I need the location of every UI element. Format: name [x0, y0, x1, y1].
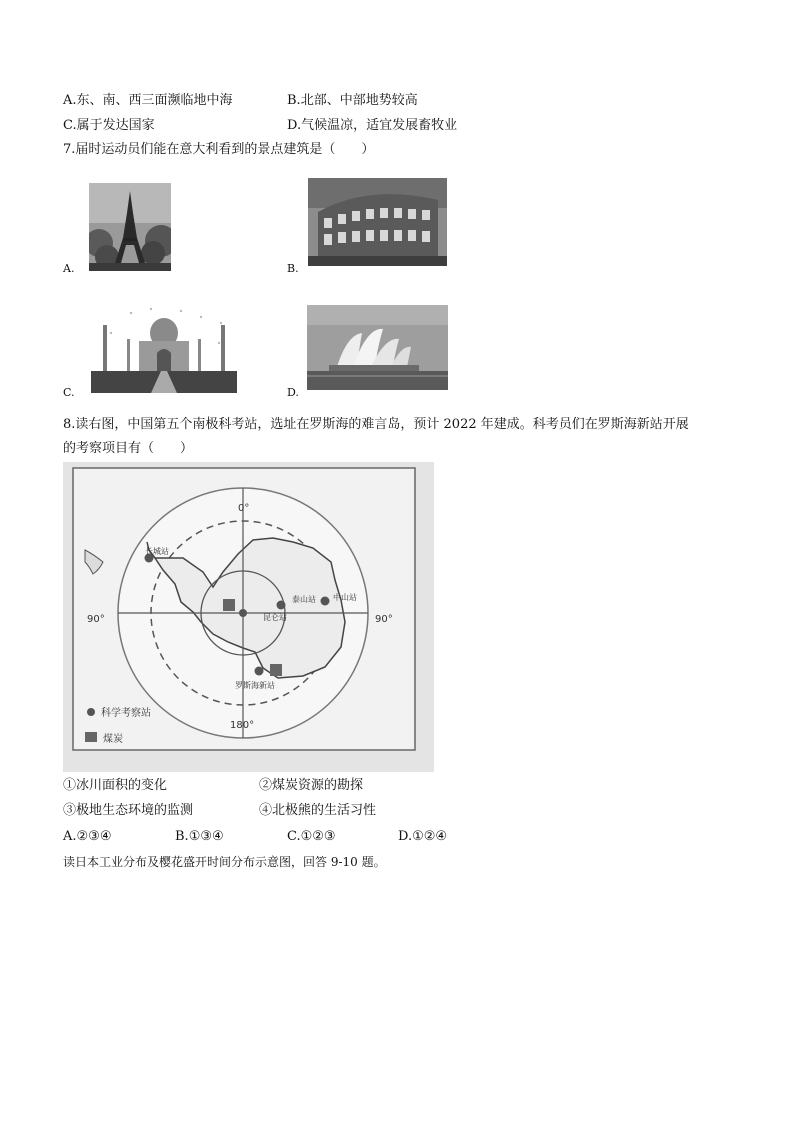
q8-item-4: ④北极熊的生活习性 [259, 803, 377, 818]
option-text: 北部、中部地势较高 [300, 93, 418, 108]
q8-choice-c [287, 828, 336, 846]
option-letter: C. [63, 118, 77, 133]
q8-choice-a [63, 828, 112, 846]
station-taishan-label: 泰山站 [292, 595, 316, 604]
q7-option-d-letter: D. [287, 386, 299, 399]
q8-choice-b [175, 828, 224, 846]
legend-station-dot [87, 708, 95, 716]
option-text: 东、南、西三面濒临地中海 [76, 93, 233, 108]
q8-choice-d [398, 828, 447, 846]
choice-letter: C. [287, 829, 301, 844]
station-zhongshan-label: 中山站 [333, 593, 357, 602]
q6-option-c [63, 117, 155, 135]
q7-option-c-letter: C. [63, 386, 75, 399]
option-letter: B. [287, 93, 301, 108]
q8-item-1: ①冰川面积的变化 [63, 778, 168, 793]
q8-stem-line1: 8.读右图，中国第五个南极科考站，选址在罗斯海的难言岛，预计 2022 年建成。科考员们在罗斯海新站开展 [63, 417, 689, 432]
station-dot [255, 667, 264, 676]
lon-right-label: 90° [375, 614, 393, 625]
choice-text: ①③④ [188, 829, 224, 844]
coal-marker [223, 599, 235, 611]
coal-marker [270, 664, 282, 676]
q7-option-a-letter: A. [63, 262, 75, 275]
choice-letter: D. [398, 829, 413, 844]
legend-station-label: 科学考察站 [101, 708, 151, 719]
choice-text: ②③④ [76, 829, 112, 844]
q6-option-d [287, 117, 457, 135]
colosseum-photo [308, 178, 447, 266]
eiffel-tower-photo [89, 183, 171, 271]
q6-option-a [63, 92, 233, 110]
legend-coal-label: 煤炭 [103, 734, 123, 745]
station-kunlun-label: 昆仑站 [263, 613, 287, 622]
option-text: 属于发达国家 [76, 118, 155, 133]
taj-mahal-photo [91, 303, 237, 393]
lon-bottom-label: 180° [230, 720, 255, 731]
q7-option-b-letter: B. [287, 262, 299, 275]
station-dot [239, 609, 247, 617]
option-text: 气候温凉，适宜发展畜牧业 [301, 118, 458, 133]
lon-top-label: 0° [238, 503, 250, 514]
choice-letter: A. [63, 829, 77, 844]
sydney-opera-house-photo [307, 305, 448, 390]
q7-stem: 7.届时运动员们能在意大利看到的景点建筑是（ ） [63, 142, 375, 157]
q6-option-b [287, 92, 418, 110]
q8-item-2: ②煤炭资源的勘探 [259, 778, 364, 793]
choice-text: ①②④ [412, 829, 448, 844]
legend-coal-square [85, 732, 97, 742]
option-letter: D. [287, 118, 302, 133]
section-intro-9-10: 读日本工业分布及樱花盛开时间分布示意图，回答 9-10 题。 [63, 855, 386, 869]
q8-item-3: ③极地生态环境的监测 [63, 803, 194, 818]
choice-text: ①②③ [300, 829, 336, 844]
lon-left-label: 90° [87, 614, 105, 625]
q8-stem-line2: 的考察项目有（ ） [63, 441, 194, 456]
antarctica-map [63, 462, 434, 772]
station-rossnew-label: 罗斯海新站 [235, 681, 275, 690]
choice-letter: B. [175, 829, 189, 844]
station-dot [277, 601, 286, 610]
station-dot [321, 597, 330, 606]
station-changcheng-label: 长城站 [145, 547, 169, 556]
option-letter: A. [63, 93, 77, 108]
